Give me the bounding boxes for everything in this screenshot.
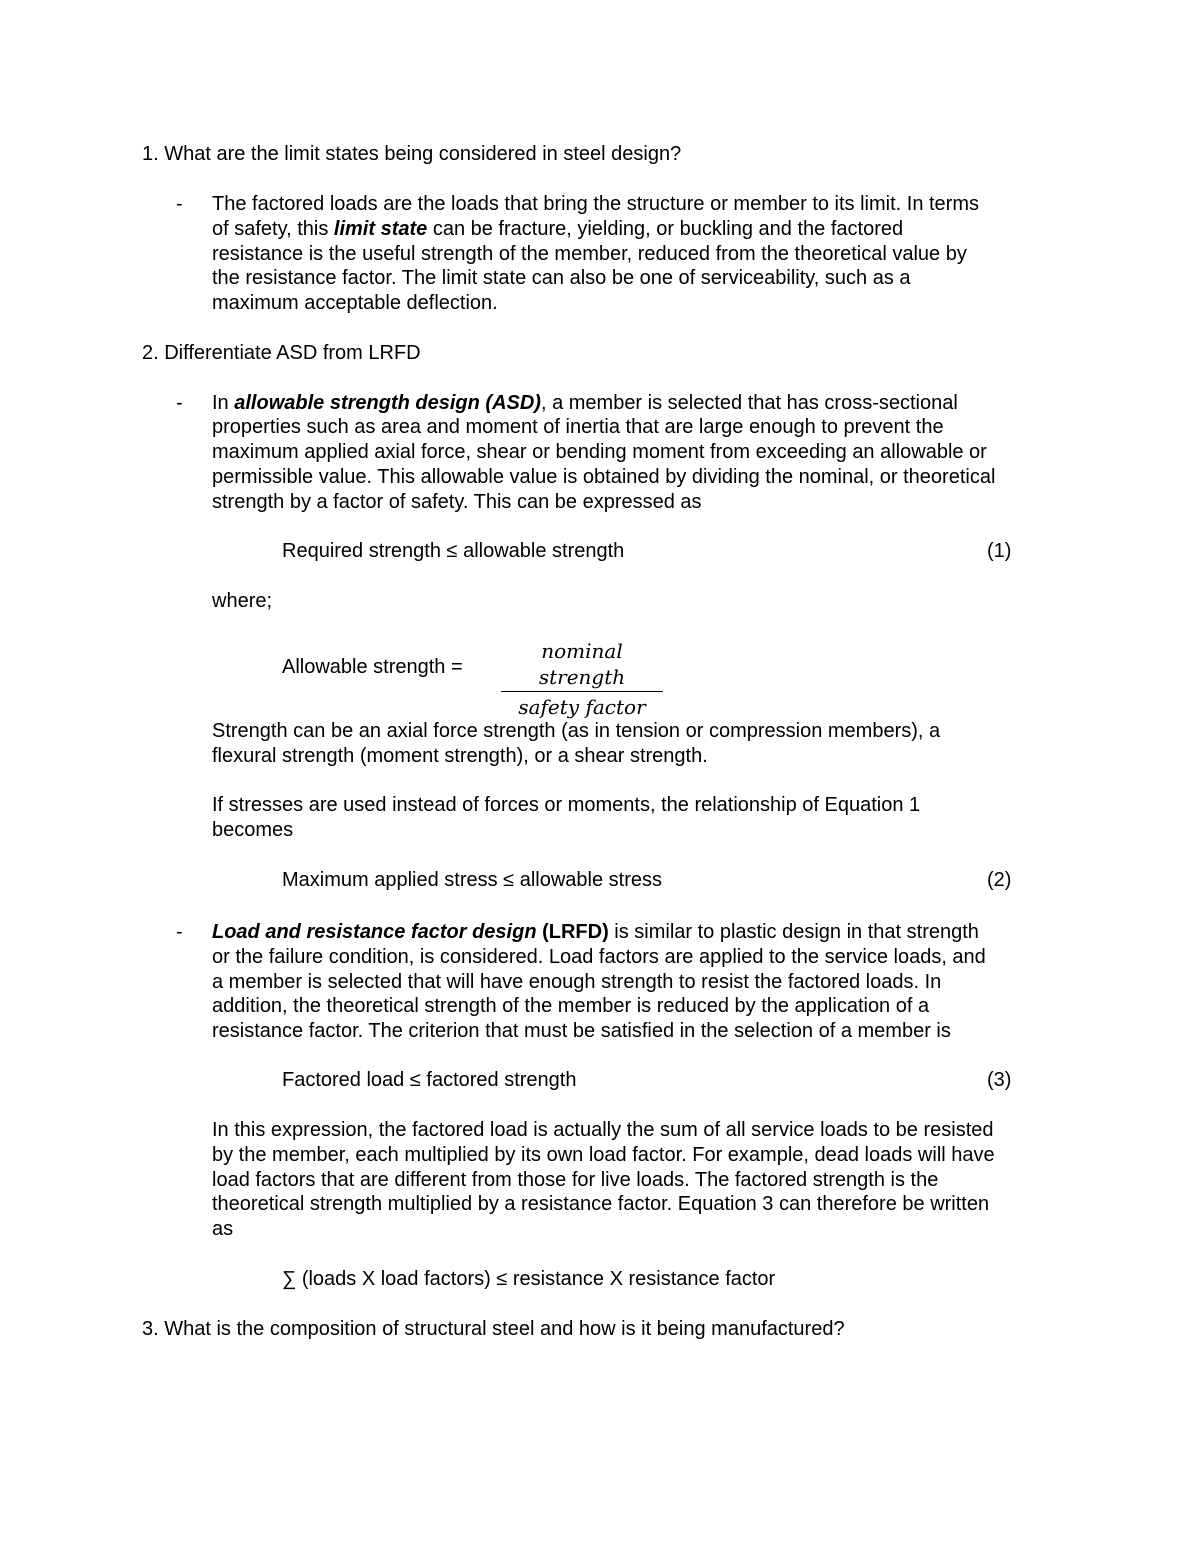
equation-2: Maximum applied stress ≤ allowable stress <box>282 869 662 891</box>
asd-paragraph-2-line-1: If stresses are used instead of forces or moments, the relationship of Equation 1 <box>212 794 921 816</box>
answer-1-line-2: of safety, this limit state can be fracture, yielding, or buckling and the factored <box>212 218 904 240</box>
equation-4: ∑ (loads X load factors) ≤ resistance X resistance factor <box>282 1268 776 1290</box>
equation-3: Factored load ≤ factored strength <box>282 1069 577 1091</box>
where-label: where; <box>212 590 273 612</box>
lrfd-paragraph-line-3: load factors that are different from those for live loads. The factored strength is the <box>212 1169 939 1191</box>
lrfd-line-1: Load and resistance factor design (LRFD) is similar to plastic design in that strength <box>212 921 979 943</box>
lrfd-paragraph-line-4: theoretical strength multiplied by a resistance factor. Equation 3 can therefore be written <box>212 1193 990 1215</box>
answer-1-line-1: The factored loads are the loads that bring the structure or member to its limit. In terms <box>212 193 980 215</box>
lrfd-line-3: a member is selected that will have enough strength to resist the factored loads. In <box>212 971 942 993</box>
bullet-dash: - <box>176 392 183 414</box>
fraction-denominator: safety factor <box>518 695 646 719</box>
asd-paragraph-1-line-2: flexural strength (moment strength), or a shear strength. <box>212 745 708 767</box>
lrfd-paragraph-line-1: In this expression, the factored load is actually the sum of all service loads to be resisted <box>212 1119 994 1141</box>
asd-line-5: strength by a factor of safety. This can be expressed as <box>212 491 702 513</box>
question-2: 2. Differentiate ASD from LRFD <box>142 342 421 364</box>
lrfd-paragraph-line-5: as <box>212 1218 234 1240</box>
lrfd-paragraph-line-2: by the member, each multiplied by its own load factor. For example, dead loads will have <box>212 1144 995 1166</box>
term-lrfd: Load and resistance factor design <box>212 921 537 943</box>
asd-paragraph-2-line-2: becomes <box>212 819 294 841</box>
asd-line-4: permissible value. This allowable value is obtained by dividing the nominal, or theoretical <box>212 466 996 488</box>
term-limit-state: limit state <box>333 218 428 240</box>
equation-1: Required strength ≤ allowable strength <box>282 540 625 562</box>
bullet-dash: - <box>176 921 183 943</box>
asd-line-3: maximum applied axial force, shear or bending moment from exceeding an allowable or <box>212 441 987 463</box>
question-1: 1. What are the limit states being considered in steel design? <box>142 143 682 165</box>
asd-line-2: properties such as area and moment of inertia that are large enough to prevent the <box>212 416 944 438</box>
answer-1-line-3: resistance is the useful strength of the member, reduced from the theoretical value by <box>212 243 967 265</box>
fraction-bar <box>501 691 663 692</box>
equation-3-number: (3) <box>987 1069 1012 1091</box>
answer-1-line-4: the resistance factor. The limit state can also be one of serviceability, such as a <box>212 267 911 289</box>
answer-1-line-5: maximum acceptable deflection. <box>212 292 498 314</box>
allowable-strength-fraction <box>497 638 667 720</box>
bullet-dash: - <box>176 193 183 215</box>
asd-line-1: In allowable strength design (ASD), a member is selected that has cross-sectional <box>212 392 958 414</box>
lrfd-line-4: addition, the theoretical strength of the member is reduced by the application of a <box>212 995 930 1017</box>
equation-2-number: (2) <box>987 869 1012 891</box>
question-3: 3. What is the composition of structural steel and how is it being manufactured? <box>142 1318 845 1340</box>
term-lrfd-abbrev: (LRFD) <box>536 921 609 943</box>
term-asd: allowable strength design (ASD) <box>234 392 541 414</box>
fraction-numerator: nominal strength <box>538 639 626 689</box>
asd-paragraph-1-line-1: Strength can be an axial force strength (as in tension or compression members), a <box>212 720 941 742</box>
lrfd-line-2: or the failure condition, is considered. Load factors are applied to the service loads, and <box>212 946 986 968</box>
lrfd-line-5: resistance factor. The criterion that must be satisfied in the selection of a member is <box>212 1020 951 1042</box>
equation-1-number: (1) <box>987 540 1012 562</box>
allowable-strength-label: Allowable strength = <box>282 656 463 678</box>
